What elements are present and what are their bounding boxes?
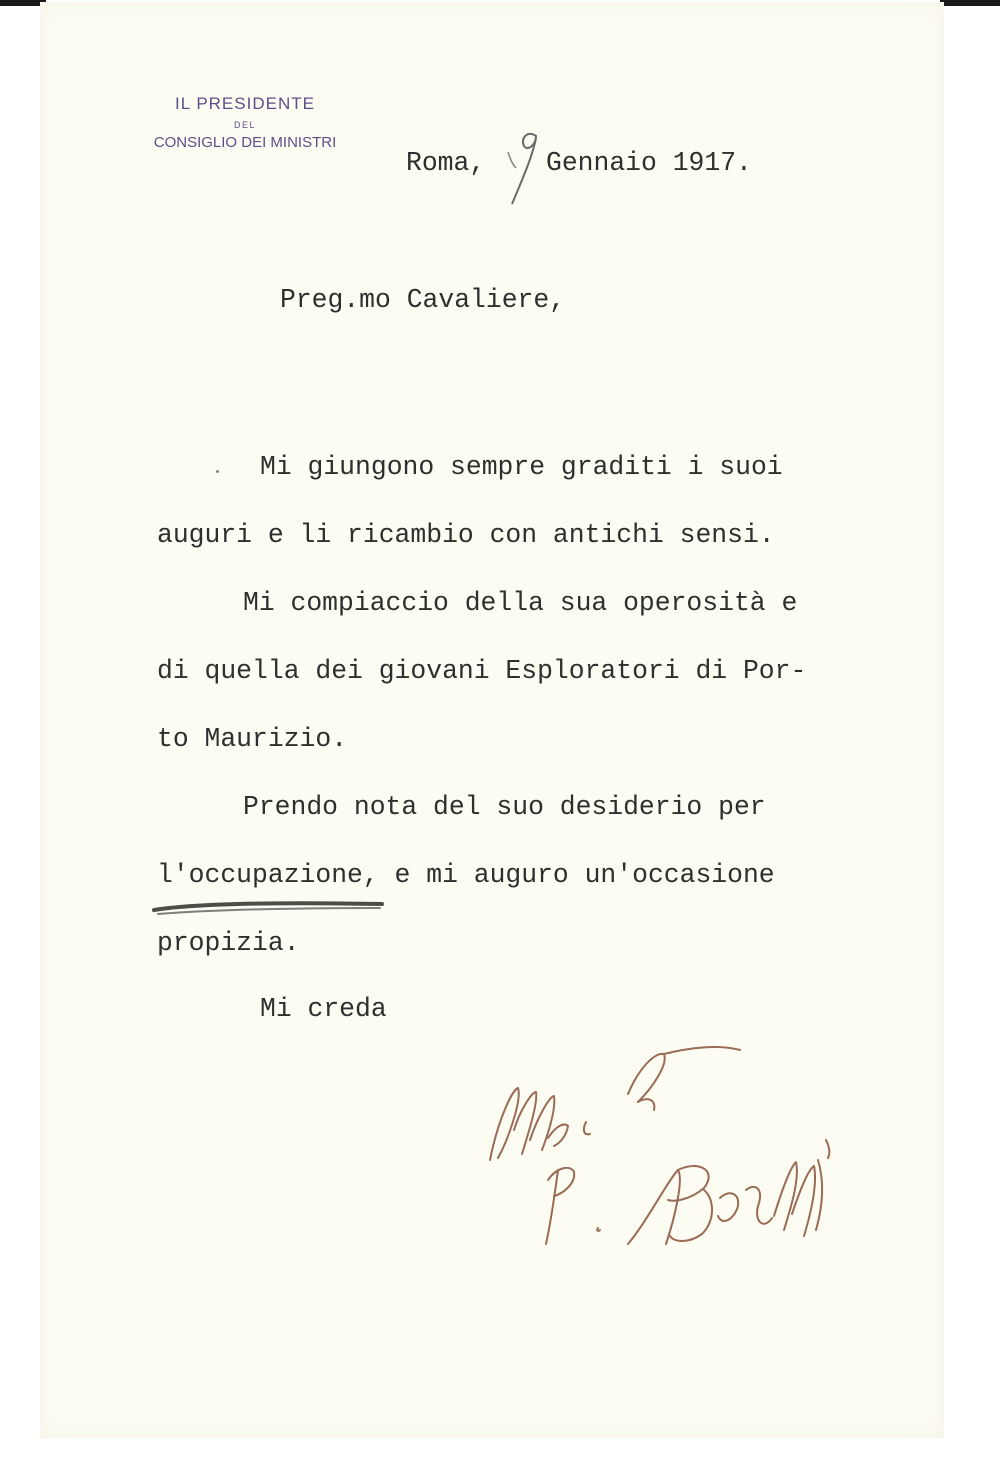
letterhead-title: IL PRESIDENTE <box>175 94 315 113</box>
paper-speck <box>216 470 219 473</box>
body-line: l'occupazione, e mi auguro un'occasione <box>157 860 775 890</box>
body-line: propizia. <box>157 928 300 958</box>
letterhead <box>128 92 362 152</box>
scan-edge-right <box>940 0 1000 6</box>
closing: Mi creda <box>260 994 387 1024</box>
letterhead-office: CONSIGLIO DEI MINISTRI <box>153 134 337 151</box>
body-line: auguri e li ricambio con antichi sensi. <box>157 520 775 550</box>
handwritten-day <box>498 128 548 210</box>
body-line: Mi compiaccio della sua operosità e <box>243 588 798 618</box>
body-line: di quella dei giovani Esploratori di Por- <box>157 656 807 686</box>
salutation: Preg.mo Cavaliere, <box>280 285 566 315</box>
body-line: Prendo nota del suo desiderio per <box>243 792 766 822</box>
letterhead-connector: DEL <box>233 120 256 130</box>
body-line: to Maurizio. <box>157 724 348 754</box>
pencil-underline <box>150 896 390 920</box>
dateline-city: Roma, <box>406 148 486 178</box>
dateline-month-year: Gennaio 1917. <box>546 148 752 178</box>
body-line: Mi giungono sempre graditi i suoi <box>260 452 783 482</box>
handwritten-signature <box>478 1030 858 1270</box>
